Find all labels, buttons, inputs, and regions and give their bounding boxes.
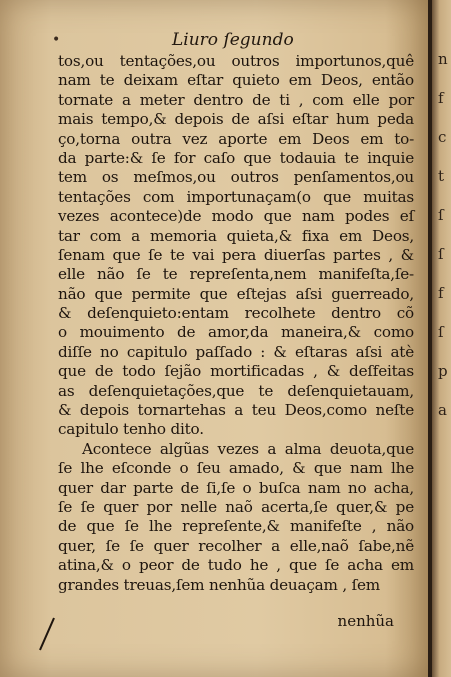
text-line: tos,ou tentações,ou outros importunos,quê [58,52,414,70]
running-title: Liuro ſegundo [172,30,294,50]
text-line: & depois tornartehas a teu Deos,como neſte [58,401,414,420]
adjacent-page-letter: a [438,401,447,419]
body-text [58,52,414,595]
text-line: vezes acontece)de modo que nam podes eſ [58,207,414,226]
adjacent-page-letter: f [438,89,444,107]
text-line: não que permite que eſtejas aſsi guerreado, [58,284,414,303]
text-line: tar com a memoria quieta,& fixa em Deos, [58,226,414,245]
text-line: tornate a meter dentro de ti , com elle por [58,90,414,109]
text-line: quer, ſe ſe quer recolher a elle,naõ ſabe,nẽ [58,536,414,555]
text-line: diſſe no capitulo paſſado : & eſtaras aſsi atè [58,342,414,361]
adjacent-page-letter: n [438,50,448,68]
text-line: da parte:& ſe for caſo que todauia te inquie [58,148,414,167]
adjacent-page-letter: ſ [438,245,444,263]
running-header [0,28,428,54]
adjacent-page-edge [432,0,451,677]
text-line: atina,& o peor de tudo he , que ſe acha em [58,556,414,575]
text-line: ço,torna outra vez aporte em Deos em to- [58,129,414,148]
text-line: de que ſe lhe repreſente,& manifeſte , não [58,517,414,536]
adjacent-page-letter: t [438,167,445,185]
text-line: tentações com importunaçam(o que muitas [58,187,414,206]
text-line: nam te deixam eſtar quieto em Deos, então [58,71,414,90]
text-line: ſenam que ſe te vai pera diuerſas partes , & [58,245,414,264]
text-line: grandes treuas,ſem nenhũa deuaçam , ſem [58,575,380,594]
adjacent-page-letter: ſ [438,323,444,341]
text-line: capitulo tenho dito. [58,420,204,439]
header-mark: • [52,32,61,48]
adjacent-page-letter: p [438,362,448,380]
text-line: que de todo ſejão mortificadas , & deſfeitas [58,362,414,381]
text-line: mais tempo,& depois de aſsi eſtar hum peda [58,110,414,129]
text-line: ſe ſe quer por nelle naõ acerta,ſe quer,& pe [58,497,414,516]
text-line: quer dar parte de ſi,ſe o buſca nam no acha, [58,478,414,497]
text-line: Acontece algũas vezes a alma deuota,que [82,439,414,458]
catchword: nenhũa [337,612,394,630]
text-line: & deſenquieto:entam recolhete dentro cõ [58,304,414,323]
text-line: elle não ſe te repreſenta,nem manifeſta,ſe- [58,265,414,284]
pen-mark-icon [34,614,60,654]
text-line: o mouimento de amor,da maneira,& como [58,323,414,342]
text-line: as deſenquietações,que te deſenquietauam, [58,381,414,400]
text-line: ſe lhe eſconde o ſeu amado, & que nam lhe [58,459,414,478]
adjacent-page-letter: ſ [438,206,444,224]
text-line: tem os meſmos,ou outros penſamentos,ou [58,168,414,187]
adjacent-page-letter: c [438,128,447,146]
adjacent-page-letter: f [438,284,444,302]
